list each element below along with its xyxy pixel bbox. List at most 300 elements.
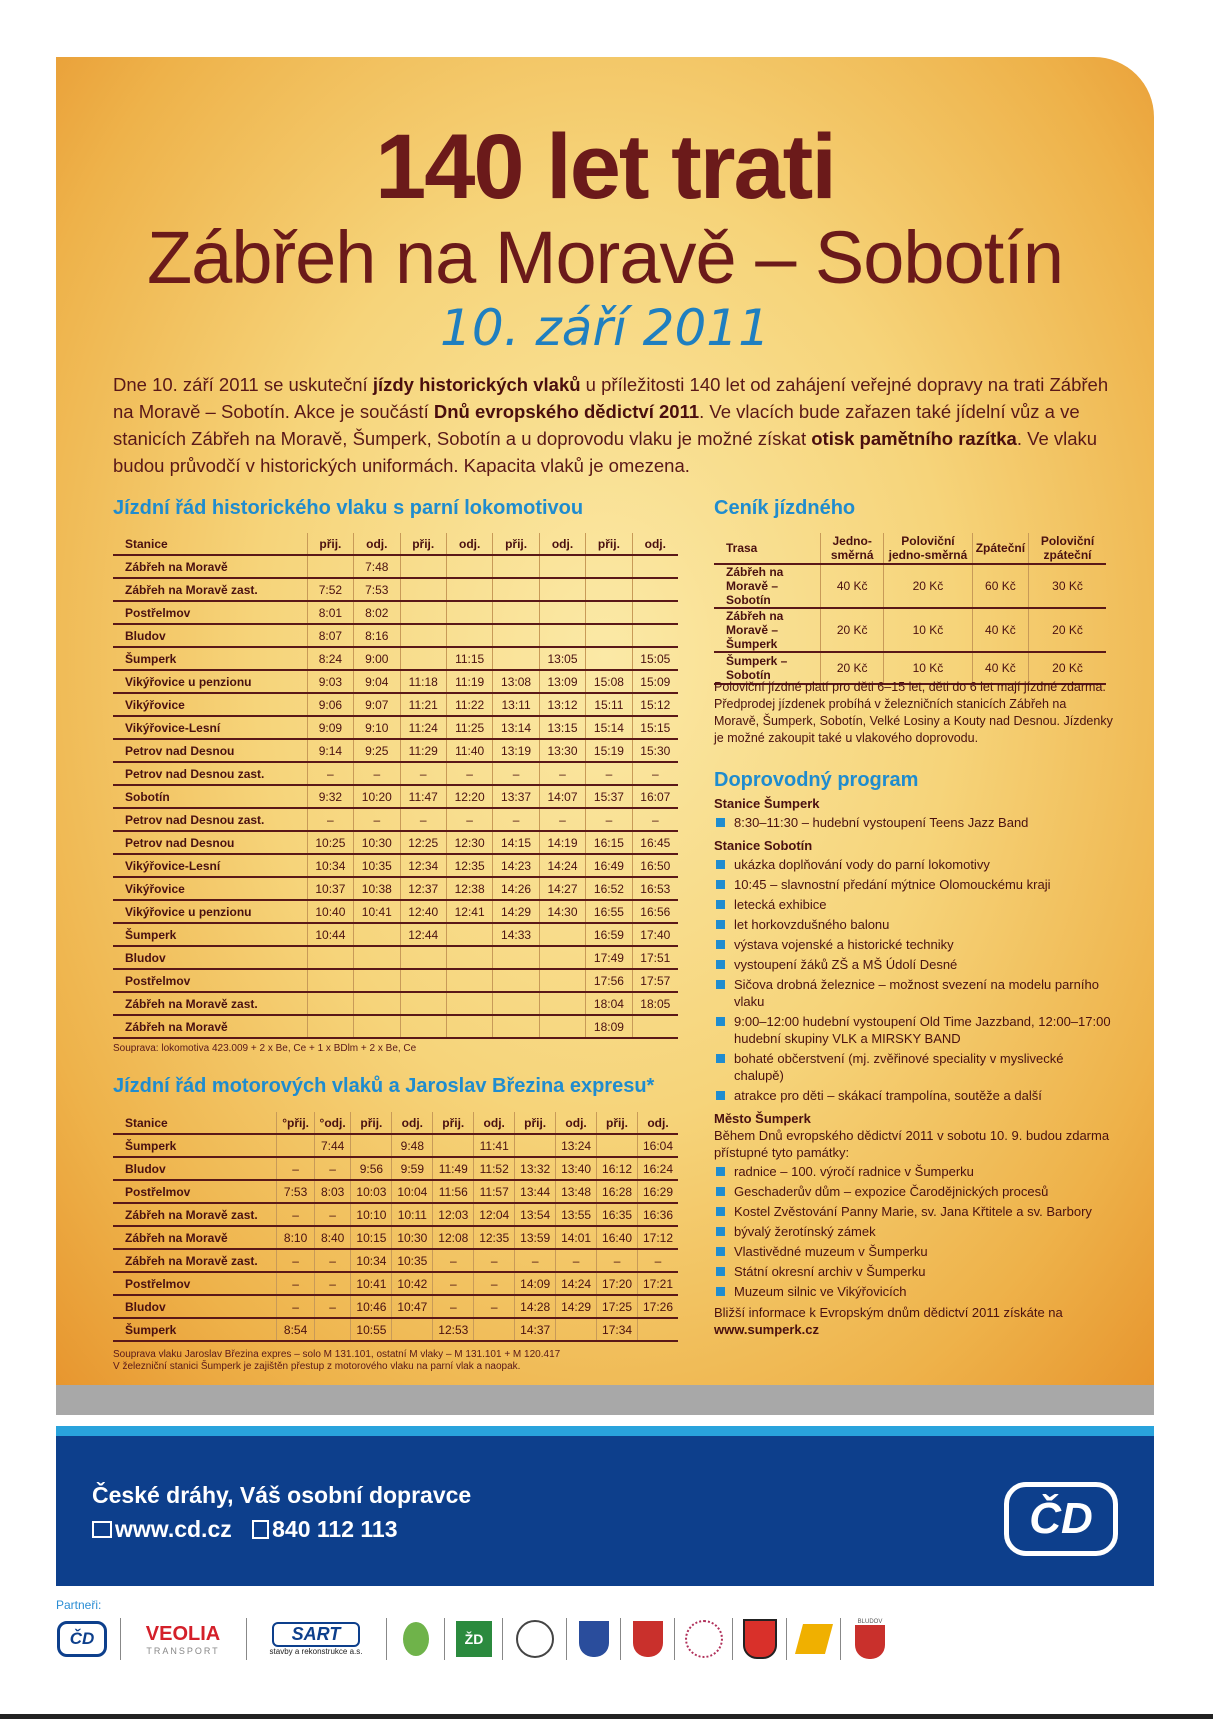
table-cell: 8:40	[314, 1226, 351, 1249]
divider	[732, 1618, 733, 1660]
table-cell: 10:34	[351, 1249, 392, 1272]
price-row	[714, 608, 1106, 652]
table-cell: 13:09	[539, 670, 585, 693]
table-cell	[354, 946, 400, 969]
motor-heading: Jízdní řád motorových vlaků a Jaroslav Březina expresu*	[113, 1075, 655, 1097]
table-cell	[586, 578, 632, 601]
table-cell: 7:44	[314, 1134, 351, 1157]
table-cell: –	[539, 808, 585, 831]
divider	[120, 1618, 121, 1660]
sumperk-link[interactable]: www.sumperk.cz	[714, 1322, 819, 1337]
table-cell: 9:03	[307, 670, 353, 693]
table-cell: 11:47	[400, 785, 446, 808]
table-cell: 30 Kč	[1029, 564, 1106, 608]
bullet-icon	[716, 1227, 725, 1236]
steam-row	[113, 831, 678, 854]
table-cell: 10 Kč	[884, 652, 972, 684]
bullet-icon	[716, 1207, 725, 1216]
table-cell: 15:19	[586, 739, 632, 762]
table-cell: 9:56	[351, 1157, 392, 1180]
table-cell: 10:11	[392, 1203, 433, 1226]
price-heading: Ceník jízdného	[714, 497, 856, 519]
program-s3-text: Během Dnů evropského dědictví 2011 v sobotu 10. 9. budou zdarma přístupné tyto památky:	[714, 1128, 1110, 1160]
list-item: výstava vojenské a historické techniky	[714, 936, 1114, 953]
table-cell	[474, 1318, 515, 1341]
table-cell: 14:30	[539, 900, 585, 923]
program-s2-list	[714, 856, 1114, 1104]
steam-row	[113, 946, 678, 969]
table-cell: 9:14	[307, 739, 353, 762]
table-cell: Vikýřovice u penzionu	[113, 900, 307, 923]
table-cell	[446, 601, 492, 624]
table-cell: –	[314, 1295, 351, 1318]
table-cell: 14:15	[493, 831, 539, 854]
header-cell: přij.	[433, 1112, 474, 1134]
table-cell: Zábřeh na Moravě zast.	[113, 1203, 277, 1226]
partners-label: Partneři:	[56, 1598, 102, 1612]
table-cell: Šumperk	[113, 647, 307, 670]
table-cell: 10:41	[354, 900, 400, 923]
table-cell	[586, 601, 632, 624]
program-list	[714, 795, 1114, 1338]
bullet-icon	[716, 980, 725, 989]
bullet-icon	[716, 1247, 725, 1256]
table-cell: 8:01	[307, 601, 353, 624]
price-row	[714, 564, 1106, 608]
table-cell	[493, 601, 539, 624]
table-cell: 12:44	[400, 923, 446, 946]
table-cell	[493, 946, 539, 969]
table-cell: 15:37	[586, 785, 632, 808]
divider	[674, 1618, 675, 1660]
list-item: 9:00–12:00 hudební vystoupení Old Time Jazzband, 12:00–17:00 hudební skupiny VLK a MIRSKY BAND	[714, 1013, 1114, 1047]
table-cell	[638, 1318, 679, 1341]
list-item: Kostel Zvěstování Panny Marie, sv. Jana Křtitele a sv. Barbory	[714, 1203, 1114, 1220]
table-cell: 9:00	[354, 647, 400, 670]
divider	[840, 1618, 841, 1660]
table-cell: 17:26	[638, 1295, 679, 1318]
header-cell: odj.	[354, 533, 400, 555]
footer-slogan: České dráhy, Váš osobní dopravce	[92, 1482, 472, 1508]
table-cell: Zábřeh na Moravě zast.	[113, 992, 307, 1015]
table-cell: 10:47	[392, 1295, 433, 1318]
steam-row	[113, 647, 678, 670]
table-header	[113, 533, 678, 555]
table-cell: 9:59	[392, 1157, 433, 1180]
table-cell	[446, 624, 492, 647]
table-cell: 11:56	[433, 1180, 474, 1203]
veolia-logo: VEOLIA TRANSPORT	[145, 1622, 221, 1656]
table-cell	[556, 1318, 597, 1341]
table-cell: 14:33	[493, 923, 539, 946]
table-cell: 7:53	[354, 578, 400, 601]
price-note: Poloviční jízdné platí pro děti 6–15 let, děti do 6 let mají jízdné zdarma. Předprodej jízdenek probíhá v železničních stanicích Zábřeh na Moravě, Šumperk, Sobotín, Velké Losiny a Kouty nad Desnou. Jízdenky je možné zakoupit také u vlakového doprovodu.	[714, 680, 1113, 745]
table-cell: –	[277, 1157, 314, 1180]
table-cell: 9:04	[354, 670, 400, 693]
table-cell: –	[307, 762, 353, 785]
table-cell: 17:40	[632, 923, 678, 946]
table-cell: 12:38	[446, 877, 492, 900]
table-cell: 60 Kč	[972, 564, 1028, 608]
table-cell: –	[354, 762, 400, 785]
motor-row	[113, 1226, 678, 1249]
table-cell: 13:44	[515, 1180, 556, 1203]
list-item: bohaté občerstvení (mj. zvěřinové speciality v myslivecké chalupě)	[714, 1050, 1114, 1084]
motor-row	[113, 1157, 678, 1180]
table-cell: 16:28	[597, 1180, 638, 1203]
list-item: 10:45 – slavnostní předání mýtnice Olomouckému kraji	[714, 876, 1114, 893]
table-cell: Vikýřovice	[113, 693, 307, 716]
table-cell: 40 Kč	[972, 608, 1028, 652]
table-cell: 15:11	[586, 693, 632, 716]
table-cell: Bludov	[113, 624, 307, 647]
table-cell	[493, 647, 539, 670]
table-cell: 12:53	[433, 1318, 474, 1341]
header-cell: odj.	[446, 533, 492, 555]
table-cell: 13:48	[556, 1180, 597, 1203]
header-cell: Stanice	[113, 1112, 277, 1134]
table-cell: 16:40	[597, 1226, 638, 1249]
steam-row	[113, 578, 678, 601]
table-cell: 9:06	[307, 693, 353, 716]
divider	[502, 1618, 503, 1660]
table-cell	[307, 1015, 353, 1038]
header-cell: přij.	[307, 533, 353, 555]
table-cell: 12:25	[400, 831, 446, 854]
table-cell	[400, 601, 446, 624]
table-cell: Šumperk – Sobotín	[714, 652, 821, 684]
table-cell: 8:10	[277, 1226, 314, 1249]
table-cell: 17:49	[586, 946, 632, 969]
steam-row	[113, 900, 678, 923]
footer-contacts	[92, 1516, 398, 1543]
table-cell	[539, 624, 585, 647]
table-cell: –	[597, 1249, 638, 1272]
table-cell: 11:21	[400, 693, 446, 716]
table-cell: 9:32	[307, 785, 353, 808]
bullet-icon	[716, 880, 725, 889]
table-cell	[632, 1015, 678, 1038]
bullet-icon	[716, 1267, 725, 1276]
web-link[interactable]: www.cd.cz	[115, 1516, 232, 1542]
header-cell: přij.	[400, 533, 446, 555]
table-cell: Zábřeh na Moravě	[113, 1226, 277, 1249]
table-cell: 10:42	[392, 1272, 433, 1295]
table-cell	[586, 555, 632, 578]
table-cell: 11:41	[474, 1134, 515, 1157]
table-cell	[307, 969, 353, 992]
table-cell: 18:09	[586, 1015, 632, 1038]
table-cell: 16:04	[638, 1134, 679, 1157]
table-cell: 11:29	[400, 739, 446, 762]
table-cell: 12:35	[474, 1226, 515, 1249]
table-cell: 13:55	[556, 1203, 597, 1226]
divider	[566, 1618, 567, 1660]
table-cell: 13:12	[539, 693, 585, 716]
table-cell: 16:15	[586, 831, 632, 854]
table-cell: 9:09	[307, 716, 353, 739]
motor-row	[113, 1272, 678, 1295]
town-crest-2	[628, 1616, 668, 1662]
steam-heading: Jízdní řád historického vlaku s parní lokomotivou	[113, 497, 584, 519]
bullet-icon	[716, 1287, 725, 1296]
table-cell: 16:35	[597, 1203, 638, 1226]
list-item: letecká exhibice	[714, 896, 1114, 913]
table-cell: Zábřeh na Moravě	[113, 555, 307, 578]
table-cell: 11:22	[446, 693, 492, 716]
table-cell	[539, 992, 585, 1015]
table-cell: –	[632, 808, 678, 831]
header-cell: přij.	[351, 1112, 392, 1134]
table-cell	[446, 578, 492, 601]
divider	[444, 1618, 445, 1660]
divider	[786, 1618, 787, 1660]
table-cell: 15:12	[632, 693, 678, 716]
table-cell	[632, 601, 678, 624]
table-cell: –	[400, 762, 446, 785]
table-cell	[351, 1134, 392, 1157]
table-cell	[433, 1134, 474, 1157]
table-cell: –	[307, 808, 353, 831]
table-cell: 13:11	[493, 693, 539, 716]
program-s1-list	[714, 814, 1114, 831]
table-header	[714, 533, 1106, 564]
table-cell: 12:40	[400, 900, 446, 923]
cd-partner-logo: ČD	[56, 1616, 108, 1662]
cd-logo: ČD	[1004, 1482, 1118, 1556]
table-cell: 17:56	[586, 969, 632, 992]
table-cell: –	[314, 1203, 351, 1226]
steam-row	[113, 624, 678, 647]
table-cell	[539, 555, 585, 578]
bullet-icon	[716, 1054, 725, 1063]
steam-row	[113, 969, 678, 992]
table-cell	[400, 1015, 446, 1038]
table-cell: Postřelmov	[113, 601, 307, 624]
steam-row	[113, 1015, 678, 1038]
table-cell: 12:03	[433, 1203, 474, 1226]
table-cell: 10:38	[354, 877, 400, 900]
table-cell: 20 Kč	[1029, 608, 1106, 652]
header-cell: Stanice	[113, 533, 307, 555]
table-cell: 40 Kč	[821, 564, 884, 608]
table-cell: Šumperk	[113, 1134, 277, 1157]
table-cell	[446, 555, 492, 578]
table-cell: –	[586, 762, 632, 785]
partner-logos	[56, 1616, 1156, 1666]
table-cell: 9:10	[354, 716, 400, 739]
table-cell	[539, 969, 585, 992]
table-cell: Postřelmov	[113, 1272, 277, 1295]
bullet-icon	[716, 940, 725, 949]
list-item: ukázka doplňování vody do parní lokomotivy	[714, 856, 1114, 873]
divider	[620, 1618, 621, 1660]
table-cell	[400, 992, 446, 1015]
table-cell: 10:10	[351, 1203, 392, 1226]
table-cell: 17:21	[638, 1272, 679, 1295]
steam-row	[113, 670, 678, 693]
region-logo	[682, 1616, 726, 1662]
table-cell: 12:30	[446, 831, 492, 854]
table-cell	[493, 578, 539, 601]
table-cell: 13:15	[539, 716, 585, 739]
table-cell: 17:57	[632, 969, 678, 992]
table-cell: –	[515, 1249, 556, 1272]
table-cell: 20 Kč	[884, 564, 972, 608]
table-cell: 10:37	[307, 877, 353, 900]
table-cell: 14:27	[539, 877, 585, 900]
motor-row	[113, 1249, 678, 1272]
zd-logo: ŽD	[452, 1616, 496, 1662]
header-cell: Poloviční jedno-směrná	[884, 533, 972, 564]
table-cell: –	[433, 1272, 474, 1295]
motor-row	[113, 1180, 678, 1203]
header-cell: přij.	[586, 533, 632, 555]
table-cell: 12:34	[400, 854, 446, 877]
bullet-icon	[716, 1187, 725, 1196]
h-logo	[794, 1616, 834, 1662]
table-cell: 13:54	[515, 1203, 556, 1226]
bullet-icon	[716, 818, 725, 827]
table-cell: 14:24	[556, 1272, 597, 1295]
motor-note-1: Souprava vlaku Jaroslav Březina expres – solo M 131.101, ostatní M vlaky – M 131.101 + M 120.417	[113, 1349, 561, 1360]
steam-row	[113, 601, 678, 624]
divider	[386, 1618, 387, 1660]
steam-row	[113, 785, 678, 808]
header-cell: Zpáteční	[972, 533, 1028, 564]
table-cell: 10:25	[307, 831, 353, 854]
table-cell: 10:41	[351, 1272, 392, 1295]
table-cell: 10:35	[392, 1249, 433, 1272]
table-cell	[539, 923, 585, 946]
table-cell	[586, 624, 632, 647]
table-cell: 10:30	[392, 1226, 433, 1249]
table-cell	[446, 923, 492, 946]
bullet-icon	[716, 1091, 725, 1100]
table-cell	[400, 647, 446, 670]
table-cell: 13:32	[515, 1157, 556, 1180]
list-item: Sičova drobná železnice – možnost svezení na modelu parního vlaku	[714, 976, 1114, 1010]
table-cell: –	[474, 1249, 515, 1272]
blue-stripe	[56, 1426, 1154, 1436]
table-cell: –	[314, 1249, 351, 1272]
steam-row	[113, 992, 678, 1015]
table-cell	[392, 1318, 433, 1341]
table-cell: –	[314, 1272, 351, 1295]
table-cell	[400, 946, 446, 969]
table-cell: 8:24	[307, 647, 353, 670]
table-cell: 15:30	[632, 739, 678, 762]
table-cell	[539, 578, 585, 601]
table-cell: 12:37	[400, 877, 446, 900]
program-footer: Bližší informace k Evropským dnům dědictví 2011 získáte na www.sumperk.cz	[714, 1305, 1063, 1337]
steam-row	[113, 762, 678, 785]
table-cell: 8:54	[277, 1318, 314, 1341]
table-cell: –	[354, 808, 400, 831]
page-bottom-border	[0, 1714, 1213, 1719]
table-cell: 20 Kč	[821, 608, 884, 652]
table-cell: 10:30	[354, 831, 400, 854]
table-cell: 12:35	[446, 854, 492, 877]
intro-paragraph: Dne 10. září 2011 se uskuteční jízdy historických vlaků u příležitosti 140 let od zahájení veřejné dopravy na trati Zábřeh na Moravě – Sobotín. Akce je součástí Dnů evropského dědictví 2011. Ve vlacích bude zařazen také jídelní vůz a ve stanicích Zábřeh na Moravě, Šumperk, Sobotín a u doprovodu vlaku je možné získat otisk pamětního razítka. Ve vlaku budou průvodčí v historických uniformách. Kapacita vlaků je omezena.	[113, 374, 1109, 476]
table-cell	[446, 1015, 492, 1038]
table-cell: 10:04	[392, 1180, 433, 1203]
table-cell: 10:35	[354, 854, 400, 877]
table-cell	[493, 624, 539, 647]
table-cell: 14:19	[539, 831, 585, 854]
table-cell: –	[400, 808, 446, 831]
bullet-icon	[716, 1167, 725, 1176]
steam-timetable	[113, 533, 678, 1039]
list-item: Muzeum silnic ve Vikýřovicích	[714, 1283, 1114, 1300]
table-cell: –	[556, 1249, 597, 1272]
table-cell: 17:51	[632, 946, 678, 969]
table-cell: 18:04	[586, 992, 632, 1015]
web-icon	[92, 1521, 112, 1538]
bullet-icon	[716, 860, 725, 869]
table-cell	[314, 1318, 351, 1341]
bullet-icon	[716, 920, 725, 929]
steam-row	[113, 555, 678, 578]
table-cell: –	[586, 808, 632, 831]
table-cell	[400, 578, 446, 601]
table-cell: 11:24	[400, 716, 446, 739]
motor-timetable	[113, 1112, 678, 1342]
header-cell: odj.	[632, 533, 678, 555]
table-cell: 10:15	[351, 1226, 392, 1249]
table-cell: Postřelmov	[113, 969, 307, 992]
table-cell: Zábřeh na Moravě zast.	[113, 1249, 277, 1272]
motor-row	[113, 1318, 678, 1341]
table-cell: 13:14	[493, 716, 539, 739]
program-s2: Stanice Sobotín	[714, 838, 813, 853]
table-cell	[400, 969, 446, 992]
table-cell: 8:02	[354, 601, 400, 624]
table-cell: 13:59	[515, 1226, 556, 1249]
table-cell: 16:45	[632, 831, 678, 854]
table-cell: 10 Kč	[884, 608, 972, 652]
table-cell: –	[314, 1157, 351, 1180]
table-cell: 14:37	[515, 1318, 556, 1341]
table-cell: Petrov nad Desnou	[113, 739, 307, 762]
table-cell: 17:12	[638, 1226, 679, 1249]
steam-row	[113, 808, 678, 831]
table-cell: 14:09	[515, 1272, 556, 1295]
header-cell: přij.	[493, 533, 539, 555]
table-cell	[400, 624, 446, 647]
table-cell: Petrov nad Desnou	[113, 831, 307, 854]
steam-row	[113, 739, 678, 762]
table-cell: 16:49	[586, 854, 632, 877]
table-cell: 13:08	[493, 670, 539, 693]
header-cell: přij.	[515, 1112, 556, 1134]
bullet-icon	[716, 1017, 725, 1026]
table-cell	[539, 946, 585, 969]
table-cell	[493, 969, 539, 992]
table-cell: 14:07	[539, 785, 585, 808]
table-cell: Šumperk	[113, 1318, 277, 1341]
table-cell: 10:40	[307, 900, 353, 923]
table-cell: 16:36	[638, 1203, 679, 1226]
table-cell: Zábřeh na Moravě zast.	[113, 578, 307, 601]
table-cell: –	[474, 1272, 515, 1295]
table-cell: Petrov nad Desnou zast.	[113, 808, 307, 831]
steam-note: Souprava: lokomotiva 423.009 + 2 x Be, Ce + 1 x BDlm + 2 x Be, Ce	[113, 1043, 417, 1054]
table-cell: 14:28	[515, 1295, 556, 1318]
poster	[56, 57, 1154, 1385]
table-cell	[446, 992, 492, 1015]
table-cell: 11:18	[400, 670, 446, 693]
